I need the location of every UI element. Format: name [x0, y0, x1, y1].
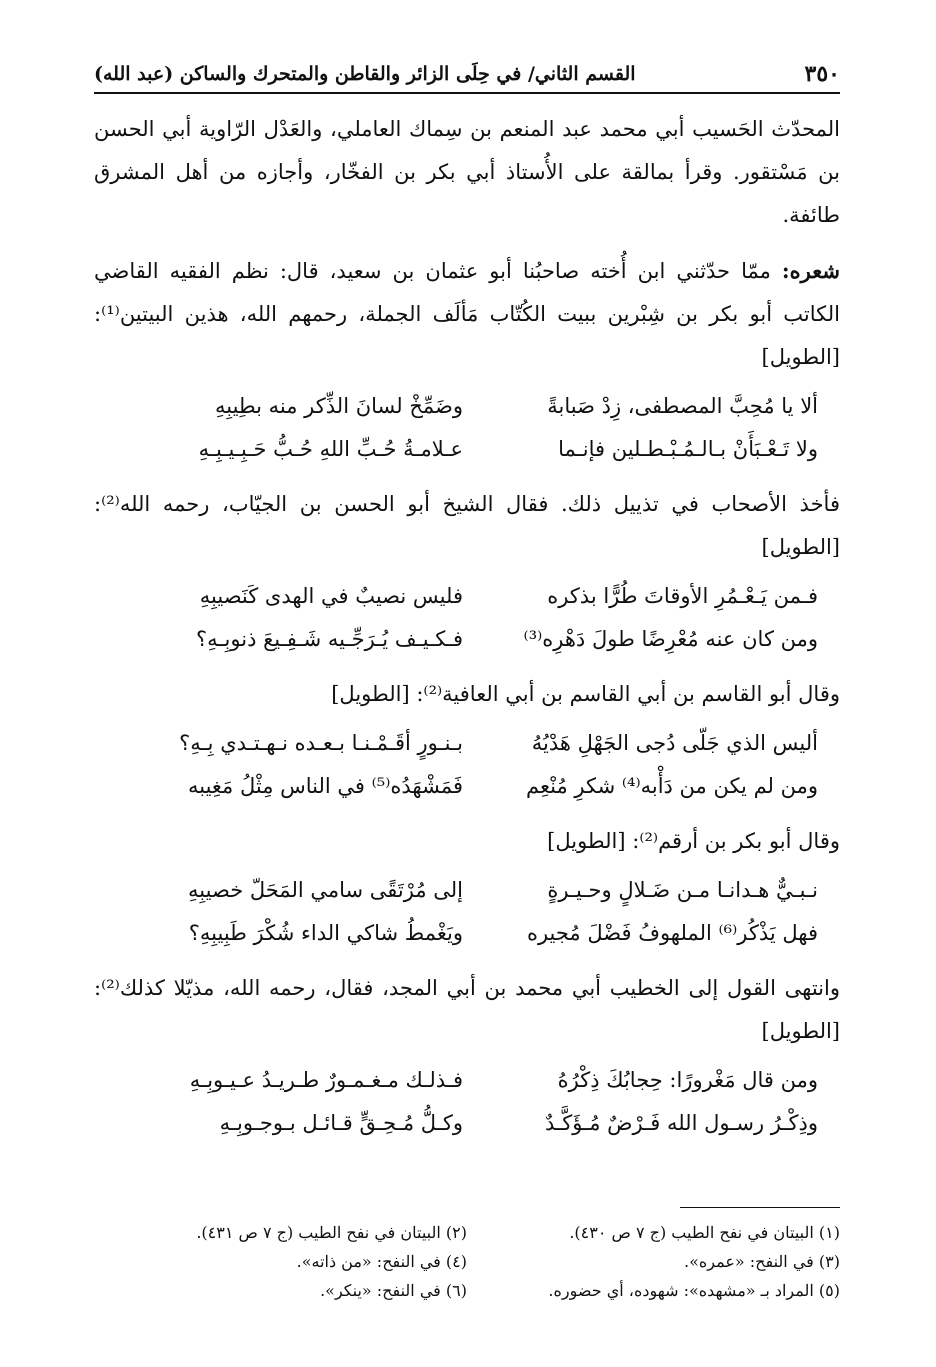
second-hemistich: فـكـيـف يُـرَجِّـيه شَـفِـيعَ ذنوبِـهِ؟: [196, 627, 463, 651]
paragraph-3: فأخذ الأصحاب في تذييل ذلك. فقال الشيخ أبو الحسن بن الجيّاب، رحمه الله⁽²⁾: [الطويل]: [94, 492, 840, 559]
footnote-row: [94, 1247, 840, 1276]
paragraph-4: وقال أبو القاسم بن أبي القاسم بن أبي العافية⁽²⁾: [الطويل]: [331, 682, 840, 706]
poem-3: [94, 722, 840, 808]
paragraph-1: المحدّث الحَسيب أبي محمد عبد المنعم بن سِماك العاملي، والعَدْل الرّاوية أبي الحسن بن مَسْتقور. وقرأ بمالقة على الأُستاذ أبي بكر بن الفخّار، وأجازه من أهل المشرق طائفة.: [94, 117, 840, 227]
verse: [94, 385, 840, 428]
first-hemistich: وذِكْـرُ رسـول الله فَـرْضٌ مُـؤَكَّـدٌ: [545, 1111, 818, 1135]
footnote-row: [94, 1218, 840, 1247]
poem-2: [94, 575, 840, 661]
second-hemistich: إلى مُرْتَقًى سامي المَحَلّ خصيبِهِ: [188, 878, 463, 902]
footnote: (١) البيتان في نفح الطيب (ج ٧ ص ٤٣٠).: [569, 1223, 840, 1242]
verse: [94, 722, 840, 765]
verse: [94, 1059, 840, 1102]
footnote: (٣) في النفح: «عمره».: [684, 1252, 840, 1271]
first-hemistich: فهل يَذْكُر⁽⁶⁾ الملهوفُ فَضْلَ مُجيره: [526, 921, 818, 945]
second-hemistich: وضَمِّخْ لسانَ الذِّكر منه بطِيبِهِ: [214, 394, 463, 418]
second-hemistich: فَمَشْهَدُه⁽⁵⁾ في الناس مِثْلُ مَغِيبه: [187, 774, 463, 798]
footnote: (٤) في النفح: «من ذاته».: [296, 1252, 467, 1271]
second-hemistich: عـلامـةُ حُـبِّ اللهِ حُـبُّ حَـبِـيـبِـهِ: [198, 437, 463, 461]
second-hemistich: فليس نصيبٌ في الهدى كَنَصيبِهِ: [199, 584, 463, 608]
page-number: ٣٥٠: [804, 61, 840, 87]
verse: [94, 912, 840, 955]
first-hemistich: ومن كان عنه مُعْرِضًا طولَ دَهْرِه⁽³⁾: [523, 627, 818, 651]
verse: [94, 618, 840, 661]
first-hemistich: فـمن يَـعْـمُرِ الأوقاتَ طُرًّا بذكره: [547, 584, 818, 608]
poetry-keyword: شعره:: [781, 258, 840, 283]
paragraph-6: وانتهى القول إلى الخطيب أبي محمد بن أبي المجد، فقال، رحمه الله، مذيّلا كذلك⁽²⁾: [الطويل]: [94, 976, 840, 1043]
second-hemistich: بـنـورٍ أقَـمْـنـا بـعـده نـهـتـدي بِـهِ؟: [179, 731, 463, 755]
page-body: [94, 108, 840, 1157]
verse: [94, 428, 840, 471]
verse: [94, 575, 840, 618]
page-header: [94, 56, 840, 94]
footnote: (٦) في النفح: «ينكر».: [320, 1281, 467, 1300]
poem-4: [94, 869, 840, 955]
first-hemistich: ومن لم يكن من دَأْبه⁽⁴⁾ شكرِ مُنْعِم: [526, 774, 818, 798]
paragraph-5: وقال أبو بكر بن أرقم⁽²⁾: [الطويل]: [547, 829, 840, 853]
verse: [94, 1102, 840, 1145]
footnote: (٢) البيتان في نفح الطيب (ج ٧ ص ٤٣١).: [196, 1223, 467, 1242]
second-hemistich: وكـلُّ مُـحِـقٍّ قـائـل بـوجـوبِـهِ: [219, 1111, 463, 1135]
first-hemistich: نـبـيٌّ هـدانـا مـن ضَـلالٍ وحـيـرةٍ: [547, 878, 818, 902]
paragraph-2: [94, 249, 840, 379]
second-hemistich: ويَغْمطُ شاكي الداء شُكْرَ طَبِيبِهِ؟: [188, 921, 463, 945]
footnotes: [94, 1218, 840, 1305]
paragraph-2-text: ممّا حدّثني ابن أُخته صاحبُنا أبو عثمان بن سعيد، قال: نظم الفقيه القاضي الكاتب أبو بكر بن شِبْرين ببيت الكُتّاب مَألَف الجملة، رحمهم الله، هذين البيتين⁽¹⁾: [الطويل]: [94, 259, 840, 369]
verse: [94, 869, 840, 912]
verse: [94, 765, 840, 808]
second-hemistich: فـذلـك مـغـمـورٌ طـريـدُ عـيـوبِـهِ: [189, 1068, 463, 1092]
poem-5: [94, 1059, 840, 1145]
first-hemistich: ومن قال مَغْرورًا: حِجابُكَ ذِكْرُهُ: [557, 1068, 818, 1092]
footnote-divider: [680, 1207, 840, 1208]
running-title: القسم الثاني/ في حِلَى الزائر والقاطن والمتحرك والساكن (عبد الله): [94, 63, 636, 85]
poem-1: [94, 385, 840, 471]
footnote: (٥) المراد بـ «مشهده»: شهوده، أي حضوره.: [548, 1281, 840, 1300]
first-hemistich: أليس الذي جَلّى دُجى الجَهْلِ هَدْيُهُ: [531, 731, 818, 755]
footnote-row: [94, 1276, 840, 1305]
first-hemistich: ولا تَـعْـبَأَنْ بـالـمُـبْـطـلين فإنـما: [558, 437, 818, 461]
first-hemistich: ألا يا مُحِبَّ المصطفى، زِدْ صَبابةً: [547, 394, 818, 418]
